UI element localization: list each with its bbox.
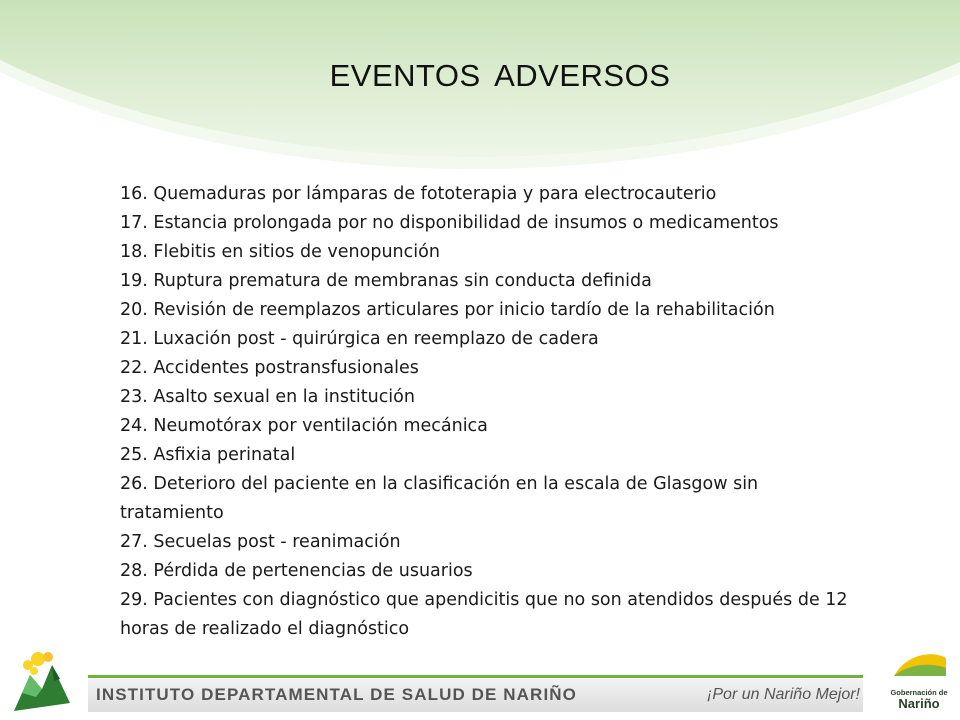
list-item: 28. Pérdida de pertenencias de usuarios: [120, 561, 473, 581]
list-item: 16. Quemaduras por lámparas de fototerapia y para electrocauterio: [120, 184, 717, 204]
list-item: 20. Revisión de reemplazos articulares por inicio tardío de la rehabilitación: [120, 300, 775, 320]
footer-accent-line: [88, 675, 863, 678]
list-item: 23. Asalto sexual en la institución: [120, 387, 415, 407]
footer-institute-name: INSTITUTO DEPARTAMENTAL DE SALUD DE NARIÑO: [96, 685, 577, 704]
narino-label: Nariño: [898, 696, 940, 711]
list-item: 26. Deterioro del paciente en la clasificación en la escala de Glasgow sin tratamiento: [120, 474, 759, 523]
list-item: 17. Estancia prolongada por no disponibilidad de insumos o medicamentos: [120, 213, 779, 233]
list-item: 22. Accidentes postransfusionales: [120, 358, 419, 378]
gobernacion-logo-text: [880, 688, 958, 711]
list-item: 19. Ruptura prematura de membranas sin conducta definida: [120, 271, 652, 291]
adverse-events-list: [120, 180, 865, 644]
list-item: 27. Secuelas post - reanimación: [120, 532, 401, 552]
header-swoosh-background: [0, 0, 960, 200]
list-item: 18. Flebitis en sitios de venopunción: [120, 242, 440, 262]
footer-slogan: ¡Por un Nariño Mejor!: [707, 686, 860, 703]
list-item: 25. Asfixia perinatal: [120, 445, 296, 465]
list-item: 24. Neumotórax por ventilación mecánica: [120, 416, 488, 436]
list-item: 29. Pacientes con diagnóstico que apendicitis que no son atendidos después de 12 horas de realizado el diagnóstico: [120, 590, 848, 639]
institute-logo-icon: [8, 645, 80, 717]
slide-title: EVENTOS ADVERSOS: [329, 58, 671, 93]
list-item: 21. Luxación post - quirúrgica en reemplazo de cadera: [120, 329, 599, 349]
gobernacion-label: Gobernación de: [890, 688, 948, 697]
